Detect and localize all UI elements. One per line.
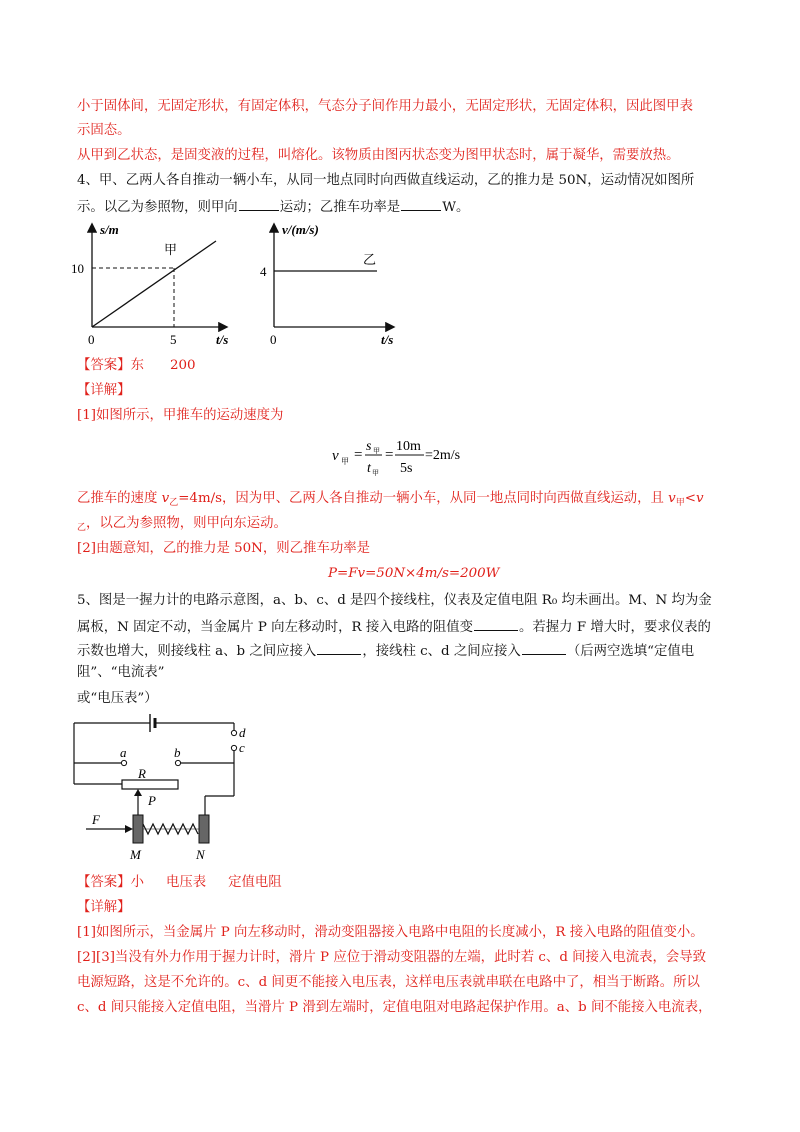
svg-text:c: c (239, 740, 245, 755)
formula-5s: 5s (400, 461, 413, 476)
q4-g1-origin: 0 (88, 332, 95, 347)
detail-2a-v3: v (696, 491, 704, 506)
q5-detail-4: c、d 间只能接入定值电阻，当滑片 P 滑到左端时，定值电阻对电路起保护作用。a、b 间不能接入电流表， (77, 1000, 712, 1015)
q4-g1-ylabel: s/m (100, 222, 119, 237)
svg-text:=: = (385, 447, 394, 463)
q4-g2-ylabel: v/(m/s) (282, 222, 319, 237)
q4-detail-label: 【详解】 (77, 383, 131, 398)
formula-t-sub: 甲 (372, 469, 379, 477)
formula-s: s (366, 439, 372, 454)
q5-blank-3 (522, 641, 566, 655)
q5-answer-label: 【答案】 (77, 875, 131, 890)
svg-text:a: a (120, 745, 127, 760)
intro-line-1: 小于固体间，无固定形状，有固定体积，气态分子间作用力最小，无固定形状，无固定体积，因此图甲表 (77, 99, 693, 114)
q5-stem-line-4: 阻”、“电流表” (77, 665, 165, 680)
rheostat-R (122, 780, 178, 789)
plate-M (133, 815, 143, 843)
detail-2b-sub: 乙 (77, 523, 87, 533)
q4-blank-1 (239, 197, 279, 211)
q4-g1-y-tick: 10 (71, 261, 84, 276)
formula-v-sub: 甲 (341, 457, 349, 466)
detail-2a-lt: < (684, 491, 696, 506)
q5-detail-3: 电源短路，这是不允许的。c、d 间更不能接入电压表，这样电压表就串联在电路中了，相当于断路。所以 (77, 975, 700, 990)
q5-answer-2: 电压表 (165, 875, 207, 890)
q4-answer (77, 357, 196, 375)
detail-2b-text: ，以乙为参照物，则甲向东运动。 (86, 516, 287, 531)
q4-stem-line-1: 4、甲、乙两人各自推动一辆小车，从同一地点同时向西做直线运动，乙的推力是 50N，运动情况如图所 (77, 173, 695, 188)
terminal-c (231, 745, 236, 750)
q5-detail-1: [1]如图所示，当金属片 P 向左移动时，滑动变阻器接入电路中电阻的长度减小，R 接入电路的阻值变小。 (77, 925, 704, 940)
svg-text:d: d (239, 725, 246, 740)
svg-text:N: N (196, 847, 205, 862)
q4-g2-origin: 0 (270, 332, 277, 347)
q4-g1-xlabel: t/s (216, 332, 229, 347)
q5-answer-1: 小 (130, 875, 144, 890)
formula-10m: 10m (396, 439, 421, 454)
q5-stem-line-3-a: 示数也增大，则接线柱 a、b 之间应接入 (77, 644, 317, 659)
q5-answer (77, 874, 282, 892)
q5-stem-line-1: 5、图是一握力计的电路示意图，a、b、c、d 是四个接线柱，仪表及定值电阻 R₀ 均未画出。M、N 均为金 (77, 593, 712, 608)
q4-detail-3: [2]由题意知，乙的推力是 50N，则乙推车功率是 (77, 541, 371, 556)
q4-g1-series-label: 甲 (164, 242, 178, 257)
q4-stem-part-b: 运动；乙推车功率是 (279, 200, 401, 215)
q5-blank-2 (317, 641, 361, 655)
q5-stem-line-3 (77, 641, 694, 661)
q5-detail-label: 【详解】 (77, 900, 131, 915)
q5-stem-line-2-a: 属板，N 固定不动，当金属片 P 向左移动时，R 接入电路的阻值变 (77, 620, 473, 635)
detail-2a-sub: 乙 (169, 498, 179, 508)
svg-text:b: b (174, 745, 181, 760)
q5-stem-line-3-b: ，接线柱 c、d 之间应接入 (362, 644, 521, 659)
terminal-d (231, 730, 236, 735)
q4-stem-part-a: 示。以乙为参照物，则甲向 (77, 200, 238, 215)
q4-g2-y-tick: 4 (260, 264, 267, 279)
terminal-a (121, 760, 126, 765)
svg-text:P: P (148, 793, 156, 808)
q5-answer-3: 定值电阻 (228, 875, 282, 890)
q4-answer-label: 【答案】 (77, 358, 131, 373)
q4-formula-power: P=Fv=50N×4m/s=200W (328, 566, 500, 581)
q4-g2-xlabel: t/s (381, 332, 394, 347)
q4-graph-v-t (255, 220, 415, 350)
detail-2a-sub2: 甲 (675, 498, 685, 508)
q4-detail-2b (77, 515, 287, 537)
q4-graph-s-t (66, 220, 241, 350)
formula-t: t (367, 461, 371, 476)
q5-stem-line-3-c: （后两空选填“定值电 (566, 644, 695, 659)
formula-s-sub: 甲 (373, 447, 380, 455)
detail-2a-v2: v (668, 491, 676, 506)
svg-text:F: F (92, 812, 100, 827)
plate-N (199, 815, 209, 843)
detail-2a-text-2: =4m/s，因为甲、乙两人各自推动一辆小车，从同一地点同时向西做直线运动，且 (178, 491, 669, 506)
q4-detail-2a (77, 490, 704, 512)
q4-formula-velocity (330, 430, 480, 480)
intro-line-2: 示固态。 (77, 123, 131, 138)
q4-detail-1: [1]如图所示，甲推车的运动速度为 (77, 408, 284, 423)
terminal-b (175, 760, 180, 765)
q5-blank-1 (474, 617, 518, 631)
q4-g2-series-label: 乙 (363, 252, 377, 267)
q4-stem-line-2 (77, 197, 469, 217)
q5-detail-2: [2][3]当没有外力作用于握力计时，滑片 P 应位于滑动变阻器的左端，此时若 c、d 间接入电流表，会导致 (77, 950, 707, 965)
q4-stem-part-c: W。 (442, 200, 470, 215)
q5-circuit-diagram (70, 708, 260, 868)
q5-stem-line-2-b: 。若握力 F 增大时，要求仪表的 (519, 620, 711, 635)
svg-text:=: = (354, 447, 363, 463)
q4-g1-line (92, 241, 216, 327)
formula-result: =2m/s (425, 448, 461, 463)
svg-text:M: M (130, 847, 141, 862)
q4-blank-2 (401, 197, 441, 211)
detail-2a-text-1: 乙推车的速度 (77, 491, 162, 506)
q4-g1-x-tick: 5 (170, 332, 177, 347)
q5-stem-line-5: 或“电压表”） (77, 691, 158, 706)
q5-stem-line-2 (77, 617, 711, 637)
q4-answer-1: 东 (130, 358, 144, 373)
detail-2a-v: v (161, 491, 170, 506)
intro-line-3: 从甲到乙状态，是固变液的过程，叫熔化。该物质由图丙状态变为图甲状态时，属于凝华，需要放热。 (77, 148, 680, 163)
q4-answer-2: 200 (169, 358, 196, 373)
svg-text:R: R (138, 766, 146, 781)
formula-v: v (332, 448, 339, 464)
